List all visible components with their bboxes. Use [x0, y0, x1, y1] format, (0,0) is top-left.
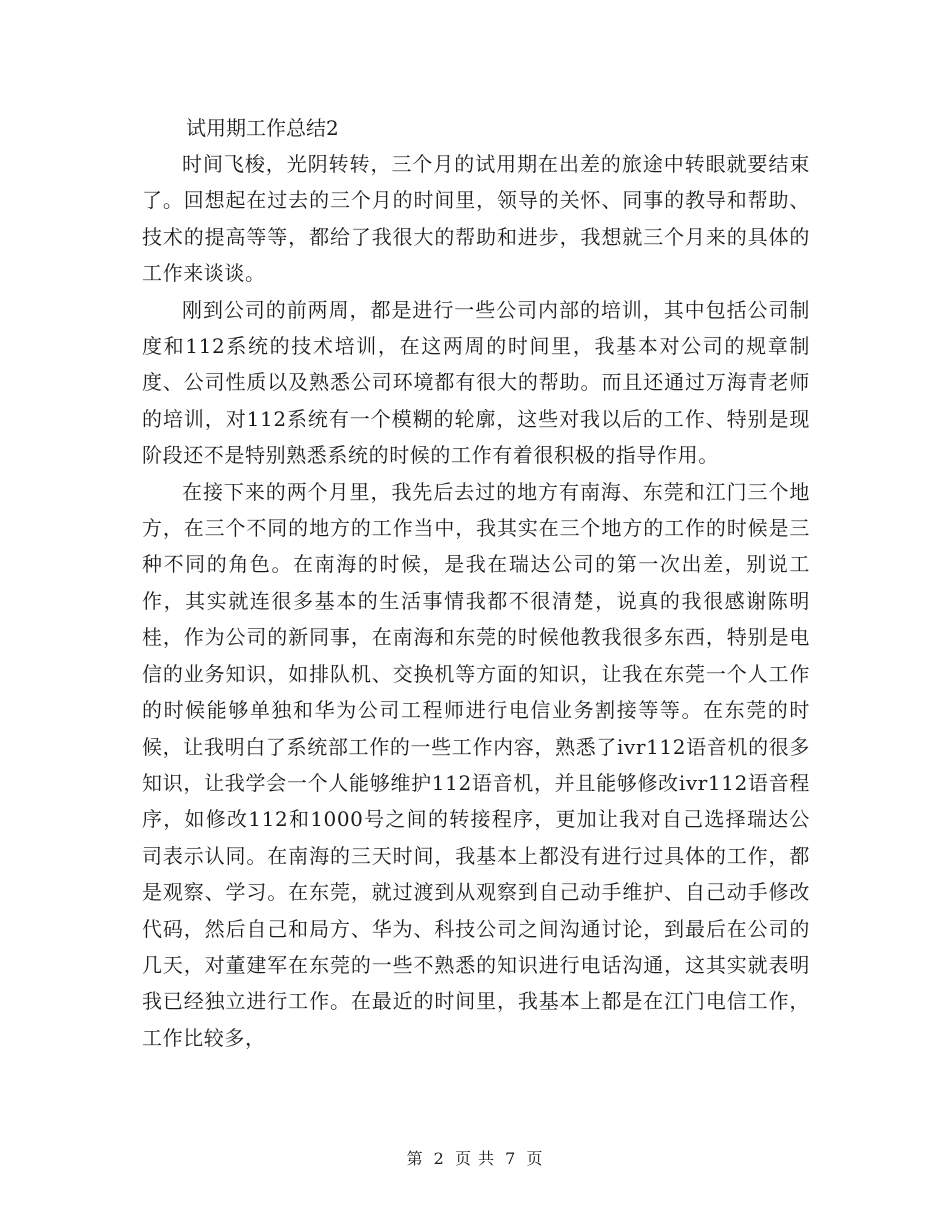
current-page-number: 2: [433, 1149, 445, 1168]
paragraph-2: 刚到公司的前两周，都是进行一些公司内部的培训，其中包括公司制度和112系统的技术培训，在这两周的时间里，我基本对公司的规章制度、公司性质以及熟悉公司环境都有很大的帮助。而且还通过万海青老师的培训，对112系统有一个模糊的轮廓，这些对我以后的工作、特别是现阶段还不是特别熟悉系统的时候的工作有着很积极的指导作用。: [142, 297, 810, 468]
page-mid-text: 页 共: [454, 1149, 496, 1168]
page-prefix: 第: [406, 1149, 424, 1168]
page-suffix: 页: [526, 1149, 544, 1168]
paragraph-3: 在接下来的两个月里，我先后去过的地方有南海、东莞和江门三个地方，在三个不同的地方的工作当中，我其实在三个地方的工作的时候是三种不同的角色。在南海的时候，是我在瑞达公司的第一次出差，别说工作，其实就连很多基本的生活事情我都不很清楚，说真的我很感谢陈明桂，作为公司的新同事，在南海和东莞的时候他教我很多东西，特别是电信的业务知识，如排队机、交换机等方面的知识，让我在东莞一个人工作的时候能够单独和华为公司工程师进行电信业务割接等等。在东莞的时候，让我明白了系统部工作的一些工作内容，熟悉了ivr112语音机的很多知识，让我学会一个人能够维护112语音机，并且能够修改ivr112语音程序，如修改112和1000号之间的转接程序，更加让我对自己选择瑞达公司表示认同。在南海的三天时间，我基本上都没有进行过具体的工作，都是观察、学习。在东莞，就过渡到从观察到自己动手维护、自己动手修改代码，然后自己和局方、华为、科技公司之间沟通讨论，到最后在公司的几天，对董建军在东莞的一些不熟悉的知识进行电话沟通，这其实就表明我已经独立进行工作。在最近的时间里，我基本上都是在江门电信工作，工作比较多，: [142, 479, 810, 1050]
document-heading: 试用期工作总结2: [186, 116, 339, 140]
paragraph-1: 时间飞梭，光阴转转，三个月的试用期在出差的旅途中转眼就要结束了。回想起在过去的三个月的时间里，领导的关怀、同事的教导和帮助、技术的提高等等，都给了我很大的帮助和进步，我想就三个月来的具体的工作来谈谈。: [142, 152, 810, 286]
page-footer: [0, 1147, 950, 1171]
document-body: [142, 110, 810, 1056]
total-pages-number: 7: [505, 1149, 517, 1168]
